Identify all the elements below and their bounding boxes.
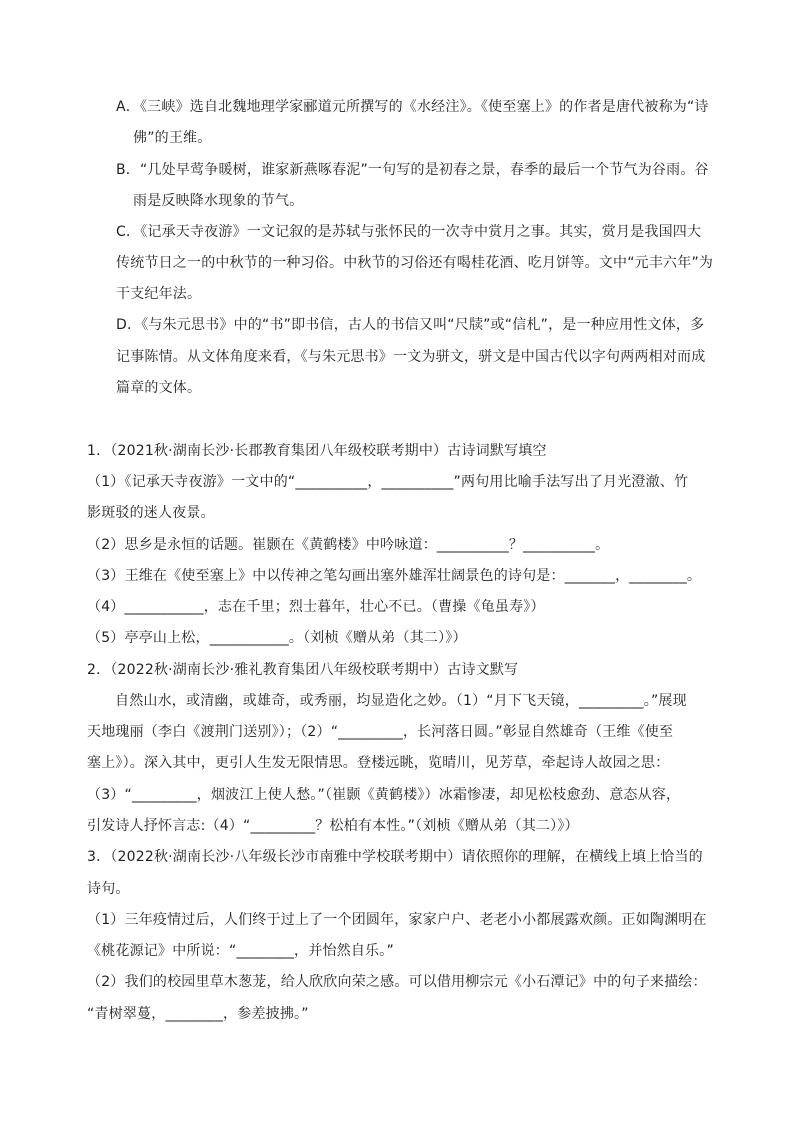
question-1-line: （2）思乡是永恒的话题。崔颢在《黄鹤楼》中吟咏道：__________？__________。: [87, 537, 610, 553]
option-c-line-3: 干支纪年法。: [116, 286, 202, 302]
option-b-line-2: 雨是反映降水现象的节气。: [133, 193, 304, 209]
option-b-line-1: B．“几处早莺争暖树，谁家新燕啄春泥”一句写的是初春之景，春季的最后一个节气为谷雨。谷: [116, 162, 709, 178]
question-1-line: 影斑驳的迷人夜景。: [87, 505, 215, 521]
option-a-line-1: A．《三峡》选自北魏地理学家郦道元所撰写的《水经注》。《使至塞上》的作者是唐代被称为“诗: [116, 99, 709, 115]
question-2-line: （3）“_________，烟波江上使人愁。”（崔颢《黄鹤楼》）冰霜惨凄，却见松枝愈劲、意态从容，: [87, 787, 681, 803]
option-d-line-2: 记事陈情。从文体角度来看，《与朱元思书》一文为骈文，骈文是中国古代以字句两两相对而成: [116, 349, 706, 365]
option-d-line-3: 篇章的文体。: [116, 380, 202, 396]
question-1-line: （3）王维在《使至塞上》中以传神之笔勾画出塞外雄浑壮阔景色的诗句是：_______，________。: [87, 568, 702, 584]
option-c-line-1: C．《记承天寺夜游》一文记叙的是苏轼与张怀民的一次寺中赏月之事。其实，赏月是我国四大: [116, 224, 702, 240]
question-1-header: 1．（2021秋·湖南长沙·长郡教育集团八年级校联考期中）古诗词默写填空: [87, 443, 547, 459]
option-d-line-1: D．《与朱元思书》中的“书”即书信，古人的书信又叫“尺牍”或“信札”，是一种应用性文体，多: [116, 317, 705, 333]
question-1-line: （4）___________，志在千里；烈士暮年，壮心不已。（曹操《龟虽寿》）: [87, 599, 545, 615]
question-2-line: 天地瑰丽（李白《渡荆门送别》）；（2）“_________，长河落日圆。”彰显自然雄奇（王维《使至: [87, 724, 674, 740]
question-2-line: 自然山水，或清幽，或雄奇，或秀丽，均显造化之妙。（1）“月下飞天镜，_________。”展现: [115, 693, 687, 709]
question-3-line: “青树翠蔓，________，参差披拂。”: [87, 1006, 309, 1022]
question-3-line: 《桃花源记》中所说：“________，并怡然自乐。”: [87, 943, 394, 959]
question-3-line: （2）我们的校园里草木葱茏，给人欣欣向荣之感。可以借用柳宗元《小石潭记》中的句子来描绘：: [87, 974, 707, 990]
question-2-line: 塞上》）。深入其中，更引人生发无限情思。登楼远眺，览晴川，见芳草，牵起诗人故园之思：: [87, 755, 670, 771]
question-3-line: 诗句。: [87, 881, 130, 897]
option-c-line-2: 传统节日之一的中秋节的一种习俗。中秋节的习俗还有喝桂花酒、吃月饼等。文中“元丰六年”为: [116, 255, 714, 271]
question-3-header: 3．（2022秋·湖南长沙·八年级长沙市南雅中学校联考期中）请依照你的理解，在横线上填上恰当的: [87, 849, 703, 865]
question-1-line: （1）《记承天寺夜游》一文中的“__________，__________”两句用比喻手法写出了月光澄澈、竹: [87, 474, 689, 490]
question-2-header: 2．（2022秋·湖南长沙·雅礼教育集团八年级校联考期中）古诗文默写: [87, 662, 519, 678]
question-3-line: （1）三年疫情过后，人们终于过上了一个团圆年，家家户户、老老小小都展露欢颜。正如陶渊明在: [87, 912, 707, 928]
question-1-line: （5）亭亭山上松，___________。（刘桢《赠从弟（其二）》）: [87, 630, 467, 646]
option-a-line-2: 佛”的王维。: [133, 130, 212, 146]
question-2-line: 引发诗人抒怀言志:（4）“_________？松柏有本性。”（刘桢《赠从弟（其二）》）: [87, 818, 579, 834]
